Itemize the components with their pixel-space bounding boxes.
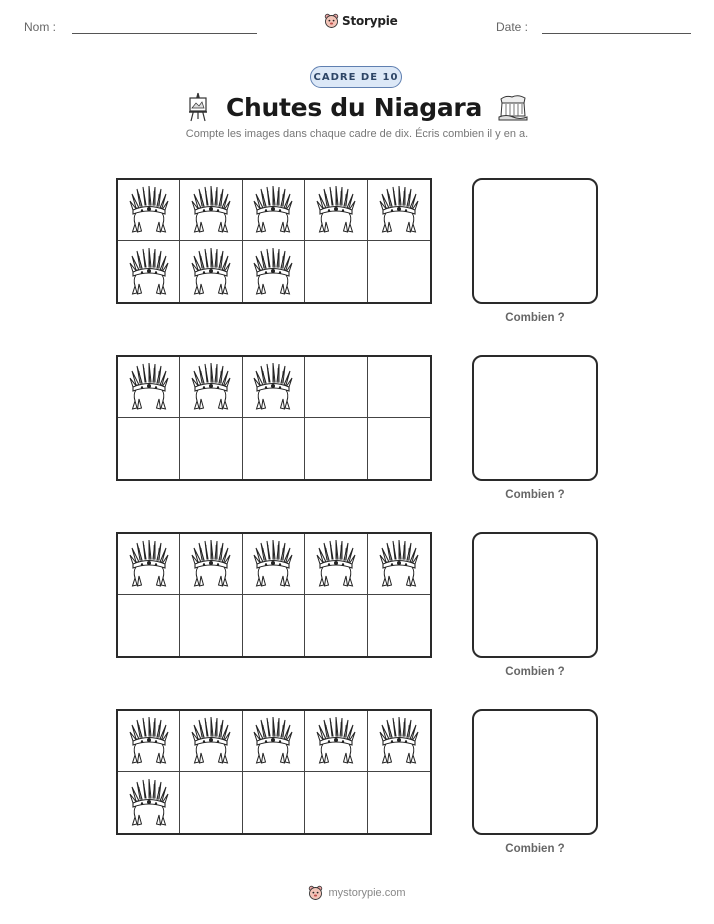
- storypie-mascot-icon: [324, 13, 339, 29]
- ten-frame-cell: [305, 595, 367, 656]
- ten-frame-cell: [305, 534, 367, 595]
- title-row: [0, 92, 714, 122]
- ten-frame-cell: [243, 418, 305, 479]
- name-label: Nom :: [24, 20, 57, 34]
- feather-headdress-icon: [316, 186, 356, 234]
- ten-frame-cell: [243, 241, 305, 302]
- feather-headdress-icon: [129, 248, 169, 296]
- feather-headdress-icon: [129, 779, 169, 827]
- answer-box[interactable]: [472, 532, 598, 658]
- answer-label: Combien ?: [505, 489, 565, 501]
- ten-frame-cell: [118, 180, 180, 241]
- ten-frame-cell: [118, 241, 180, 302]
- ten-frame-cell: [180, 534, 242, 595]
- ten-frame-cell: [243, 772, 305, 833]
- answer-box[interactable]: [472, 355, 598, 481]
- answer-box[interactable]: [472, 709, 598, 835]
- easel-icon: [186, 92, 210, 122]
- feather-headdress-icon: [191, 186, 231, 234]
- feather-headdress-icon: [253, 248, 293, 296]
- feather-headdress-icon: [129, 363, 169, 411]
- ten-frame: [116, 709, 432, 835]
- page-title: Chutes du Niagara: [225, 92, 483, 122]
- ten-frame-cell: [180, 357, 242, 418]
- feather-headdress-icon: [191, 717, 231, 765]
- ten-frame-cell: [243, 180, 305, 241]
- date-line[interactable]: [542, 33, 691, 34]
- ten-frame-cell: [118, 711, 180, 772]
- ten-frame-cell: [368, 534, 430, 595]
- ten-frame-cell: [180, 595, 242, 656]
- ten-frame-cell: [305, 772, 367, 833]
- ten-frame-cell: [305, 357, 367, 418]
- footer-url[interactable]: mystorypie.com: [328, 887, 406, 899]
- ten-frame-cell: [368, 772, 430, 833]
- ten-frame-cell: [305, 241, 367, 302]
- feather-headdress-icon: [191, 540, 231, 588]
- brand-name: Storypie: [342, 14, 398, 28]
- ten-frame-cell: [243, 534, 305, 595]
- ten-frame-cell: [368, 241, 430, 302]
- feather-headdress-icon: [379, 186, 419, 234]
- feather-headdress-icon: [253, 540, 293, 588]
- ten-frame-cell: [118, 595, 180, 656]
- ten-frame-cell: [368, 595, 430, 656]
- ten-frame-cell: [118, 772, 180, 833]
- ten-frame-cell: [180, 418, 242, 479]
- ten-frame-cell: [305, 711, 367, 772]
- ten-frame-cell: [118, 534, 180, 595]
- name-line[interactable]: [72, 33, 257, 34]
- brand-logo: [324, 13, 398, 29]
- answer-label: Combien ?: [505, 843, 565, 855]
- ten-frame-cell: [180, 711, 242, 772]
- ten-frame-cell: [305, 180, 367, 241]
- feather-headdress-icon: [379, 540, 419, 588]
- feather-headdress-icon: [253, 717, 293, 765]
- storypie-mascot-icon: [308, 885, 323, 901]
- feather-headdress-icon: [316, 717, 356, 765]
- ten-frame-cell: [180, 180, 242, 241]
- feather-headdress-icon: [191, 363, 231, 411]
- ten-frame-cell: [368, 711, 430, 772]
- ten-frame-cell: [243, 711, 305, 772]
- footer: [0, 885, 714, 901]
- answer-label: Combien ?: [505, 312, 565, 324]
- ten-frame: [116, 532, 432, 658]
- ten-frame-cell: [118, 418, 180, 479]
- feather-headdress-icon: [316, 540, 356, 588]
- ten-frame-cell: [118, 357, 180, 418]
- feather-headdress-icon: [379, 717, 419, 765]
- instructions: Compte les images dans chaque cadre de dix. Écris combien il y en a.: [185, 128, 529, 140]
- waterfall-icon: [498, 93, 528, 121]
- ten-frame-cell: [368, 180, 430, 241]
- ten-frame-cell: [243, 357, 305, 418]
- feather-headdress-icon: [253, 186, 293, 234]
- feather-headdress-icon: [129, 717, 169, 765]
- ten-frame-cell: [368, 418, 430, 479]
- ten-frame: [116, 355, 432, 481]
- ten-frame-cell: [180, 241, 242, 302]
- ten-frame-cell: [180, 772, 242, 833]
- date-label: Date :: [496, 20, 529, 34]
- worksheet-type-badge: CADRE DE 10: [310, 66, 402, 88]
- feather-headdress-icon: [129, 540, 169, 588]
- answer-label: Combien ?: [505, 666, 565, 678]
- answer-box[interactable]: [472, 178, 598, 304]
- ten-frame: [116, 178, 432, 304]
- feather-headdress-icon: [191, 248, 231, 296]
- ten-frame-cell: [368, 357, 430, 418]
- feather-headdress-icon: [253, 363, 293, 411]
- ten-frame-cell: [243, 595, 305, 656]
- ten-frame-cell: [305, 418, 367, 479]
- feather-headdress-icon: [129, 186, 169, 234]
